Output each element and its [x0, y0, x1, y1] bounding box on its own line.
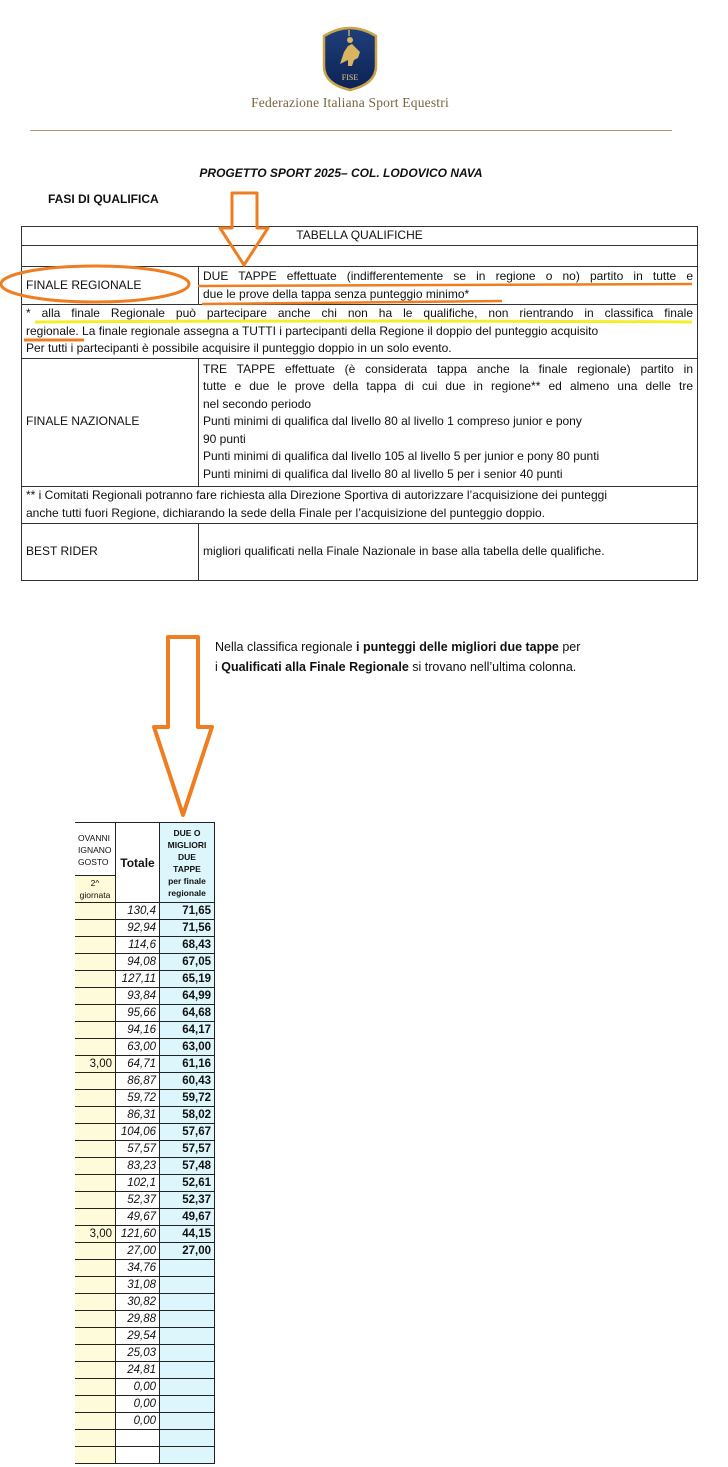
table-row — [75, 1226, 215, 1243]
header-line: GOSTO — [78, 857, 109, 867]
total-cell: 83,23 — [116, 1158, 160, 1175]
event-score-cell — [75, 1005, 116, 1022]
day-subheader: 2^ giornata — [75, 876, 116, 903]
event-score-cell — [75, 1379, 116, 1396]
total-cell: 114,6 — [116, 937, 160, 954]
best-two-cell — [160, 1379, 215, 1396]
event-score-cell — [75, 1141, 116, 1158]
event-score-cell — [75, 1413, 116, 1430]
table-row — [75, 1141, 215, 1158]
header-divider — [30, 130, 672, 131]
event-score-cell — [75, 954, 116, 971]
regional-note — [22, 305, 698, 359]
table-row — [75, 1056, 215, 1073]
total-cell: 92,94 — [116, 920, 160, 937]
table-row — [75, 1107, 215, 1124]
total-cell: 0,00 — [116, 1379, 160, 1396]
total-cell: 31,08 — [116, 1277, 160, 1294]
total-cell: 29,54 — [116, 1328, 160, 1345]
regional-desc-line: DUE TAPPE effettuate (indifferentemente se in regione o no) partito in tutte e — [203, 269, 693, 283]
event-score-cell: 3,00 — [75, 1056, 116, 1073]
total-cell: 130,4 — [116, 903, 160, 920]
best-two-cell: 57,67 — [160, 1124, 215, 1141]
header-line: IGNANO — [78, 845, 112, 855]
best-two-cell: 49,67 — [160, 1209, 215, 1226]
header-line: DUE TAPPE — [173, 851, 201, 874]
qual-table-title: TABELLA QUALIFICHE — [22, 227, 698, 246]
best-two-cell: 63,00 — [160, 1039, 215, 1056]
best-two-cell: 57,57 — [160, 1141, 215, 1158]
best-two-cell — [160, 1447, 215, 1464]
table-row — [75, 1379, 215, 1396]
event-score-cell — [75, 1294, 116, 1311]
table-row — [75, 903, 215, 920]
total-cell: 27,00 — [116, 1243, 160, 1260]
table-row — [75, 1039, 215, 1056]
best-two-cell — [160, 1345, 215, 1362]
table-row — [75, 1328, 215, 1345]
table-row — [75, 971, 215, 988]
regional-note-line: Per tutti i partecipanti è possibile acquisire il punteggio doppio in un solo evento. — [26, 341, 452, 355]
event-score-cell — [75, 1311, 116, 1328]
svg-text:FISE: FISE — [341, 73, 359, 82]
big-down-arrow-icon — [154, 637, 212, 815]
national-line: tutte e due le prove della tappa di cui due in regione** ed almeno una delle tre — [203, 379, 693, 394]
total-cell: 59,72 — [116, 1090, 160, 1107]
qualification-table — [21, 226, 698, 581]
total-cell: 0,00 — [116, 1413, 160, 1430]
total-cell: 24,81 — [116, 1362, 160, 1379]
national-line: Punti minimi di qualifica dal livello 80 al livello 5 per i senior 40 punti — [203, 466, 563, 481]
note-text: per — [558, 640, 581, 654]
best-two-cell — [160, 1396, 215, 1413]
total-cell: 0,00 — [116, 1396, 160, 1413]
table-row — [75, 1430, 215, 1447]
federation-name: Federazione Italiana Sport Equestri — [251, 95, 449, 110]
table-row — [75, 1311, 215, 1328]
total-cell: 25,03 — [116, 1345, 160, 1362]
best-two-cell — [160, 1430, 215, 1447]
total-cell: 49,67 — [116, 1209, 160, 1226]
best-two-cell — [160, 1277, 215, 1294]
event-score-cell — [75, 1447, 116, 1464]
regional-final-label: FINALE REGIONALE — [22, 267, 199, 305]
event-score-cell — [75, 1022, 116, 1039]
note-text: i — [215, 660, 222, 674]
best-two-cell: 64,17 — [160, 1022, 215, 1039]
event-score-cell — [75, 920, 116, 937]
regional-note-line — [26, 323, 693, 341]
event-score-cell — [75, 1175, 116, 1192]
best-two-cell: 65,19 — [160, 971, 215, 988]
event-score-cell — [75, 1277, 116, 1294]
table-row — [75, 954, 215, 971]
empty-row — [22, 246, 698, 267]
table-row — [75, 920, 215, 937]
national-line: 90 punti — [203, 431, 246, 446]
national-line: TRE TAPPE effettuate (è considerata tappa anche la finale regionale) partito in — [203, 361, 693, 376]
event-score-cell — [75, 1260, 116, 1277]
total-cell — [116, 1447, 160, 1464]
total-cell: 93,84 — [116, 988, 160, 1005]
total-cell: 52,37 — [116, 1192, 160, 1209]
header-line: OVANNI — [78, 833, 110, 843]
event-score-cell — [75, 1192, 116, 1209]
table-row — [75, 1345, 215, 1362]
best-two-cell — [160, 1328, 215, 1345]
committee-note-line: ** i Comitati Regionali potranno fare richiesta alla Direzione Sportiva di autorizzare l’acquisizione dei punteggi — [26, 488, 607, 502]
header-line: per finale — [168, 875, 206, 886]
fise-logo — [318, 22, 382, 92]
best-two-cell: 61,16 — [160, 1056, 215, 1073]
total-cell: 102,1 — [116, 1175, 160, 1192]
table-row — [75, 1005, 215, 1022]
best-two-cell: 64,99 — [160, 988, 215, 1005]
best-two-cell: 44,15 — [160, 1226, 215, 1243]
best-rider-label: BEST RIDER — [22, 523, 199, 580]
best-two-cell: 71,65 — [160, 903, 215, 920]
event-score-cell — [75, 1209, 116, 1226]
national-line: Punti minimi di qualifica dal livello 105 al livello 5 per junior e pony 80 punti — [203, 449, 600, 464]
table-row — [75, 1090, 215, 1107]
table-row — [75, 1022, 215, 1039]
total-cell: 127,11 — [116, 971, 160, 988]
project-title: PROGETTO SPORT 2025– COL. LODOVICO NAVA — [199, 166, 483, 180]
event-score-cell — [75, 1430, 116, 1447]
event-score-cell — [75, 1328, 116, 1345]
regional-note-word: regionale. — [26, 323, 79, 338]
table-row — [75, 1362, 215, 1379]
header-line: DUE O — [173, 827, 201, 838]
table-row — [75, 1124, 215, 1141]
table-row — [75, 1294, 215, 1311]
note-bold: Qualificati alla Finale Regionale — [221, 660, 409, 674]
table-row — [75, 1192, 215, 1209]
note-bold: i punteggi delle migliori due tappe — [356, 640, 559, 654]
note-text: si trovano nell’ultima colonna. — [408, 660, 577, 674]
header-line: regionale — [168, 887, 206, 898]
total-cell: 86,87 — [116, 1073, 160, 1090]
regional-final-desc — [199, 267, 698, 305]
national-final-desc — [199, 358, 698, 486]
total-cell — [116, 1430, 160, 1447]
total-cell: 94,08 — [116, 954, 160, 971]
event-score-cell — [75, 1107, 116, 1124]
best-two-cell: 52,37 — [160, 1192, 215, 1209]
best-two-cell — [160, 1294, 215, 1311]
best-two-cell: 60,43 — [160, 1073, 215, 1090]
national-line: Punti minimi di qualifica dal livello 80 al livello 1 compreso junior e pony — [203, 414, 582, 429]
total-cell: 34,76 — [116, 1260, 160, 1277]
event-score-cell — [75, 971, 116, 988]
best-two-cell: 59,72 — [160, 1090, 215, 1107]
best-rider-desc: migliori qualificati nella Finale Nazionale in base alla tabella delle qualifiche. — [199, 523, 698, 580]
best-two-cell: 68,43 — [160, 937, 215, 954]
event-score-cell — [75, 988, 116, 1005]
best-two-column-header — [160, 823, 215, 903]
event-score-cell — [75, 937, 116, 954]
committee-note-line: anche tutti fuori Regione, dichiarando la sede della Finale per l’acquisizione del punteggio doppio. — [26, 505, 546, 520]
total-cell: 29,88 — [116, 1311, 160, 1328]
table-row — [75, 1073, 215, 1090]
event-score-cell — [75, 1124, 116, 1141]
best-two-cell: 27,00 — [160, 1243, 215, 1260]
total-cell: 94,16 — [116, 1022, 160, 1039]
header-line: MIGLIORI — [167, 839, 207, 850]
total-cell: 30,82 — [116, 1294, 160, 1311]
regional-desc-line: due le prove della tappa senza punteggio minimo* — [203, 286, 470, 301]
best-two-cell: 58,02 — [160, 1107, 215, 1124]
total-column-header: Totale — [116, 823, 160, 903]
best-two-cell: 64,68 — [160, 1005, 215, 1022]
best-two-cell: 57,48 — [160, 1158, 215, 1175]
best-two-cell — [160, 1260, 215, 1277]
event-score-cell: 3,00 — [75, 1226, 116, 1243]
total-cell: 121,60 — [116, 1226, 160, 1243]
event-score-cell — [75, 1039, 116, 1056]
total-cell: 57,57 — [116, 1141, 160, 1158]
ranking-note — [215, 637, 655, 677]
regional-note-text: La finale regionale assegna a TUTTI i partecipanti della Regione il doppio del punteggio acquisito — [78, 323, 599, 338]
table-row — [75, 1396, 215, 1413]
best-two-cell — [160, 1413, 215, 1430]
event-score-cell — [75, 1158, 116, 1175]
table-row — [75, 1447, 215, 1464]
best-two-cell — [160, 1362, 215, 1379]
total-cell: 63,00 — [116, 1039, 160, 1056]
best-two-cell: 52,61 — [160, 1175, 215, 1192]
committee-note — [22, 486, 698, 523]
table-row — [75, 1209, 215, 1226]
table-row — [75, 1158, 215, 1175]
regional-note-line: * alla finale Regionale può partecipare anche chi non ha le qualifiche, non rientrando in classifica finale — [26, 306, 693, 320]
table-row — [75, 1260, 215, 1277]
best-two-cell: 67,05 — [160, 954, 215, 971]
table-row — [75, 1243, 215, 1260]
table-row — [75, 1175, 215, 1192]
event-score-cell — [75, 1345, 116, 1362]
event-score-cell — [75, 1090, 116, 1107]
total-cell: 104,06 — [116, 1124, 160, 1141]
total-cell: 86,31 — [116, 1107, 160, 1124]
table-row — [75, 988, 215, 1005]
note-text: Nella classifica regionale — [215, 640, 357, 654]
phase-title: FASI DI QUALIFICA — [48, 192, 159, 206]
table-row — [75, 1413, 215, 1430]
event-score-cell — [75, 1396, 116, 1413]
event-score-cell — [75, 1243, 116, 1260]
best-two-cell — [160, 1311, 215, 1328]
total-cell: 95,66 — [116, 1005, 160, 1022]
event-score-cell — [75, 903, 116, 920]
event-score-cell — [75, 1073, 116, 1090]
national-line: nel secondo periodo — [203, 396, 312, 411]
ranking-table — [75, 822, 215, 1464]
table-row — [75, 1277, 215, 1294]
event-score-cell — [75, 1362, 116, 1379]
best-two-cell: 71,56 — [160, 920, 215, 937]
national-final-label: FINALE NAZIONALE — [22, 358, 199, 486]
total-cell: 64,71 — [116, 1056, 160, 1073]
table-row — [75, 937, 215, 954]
event-column-header — [75, 823, 116, 876]
